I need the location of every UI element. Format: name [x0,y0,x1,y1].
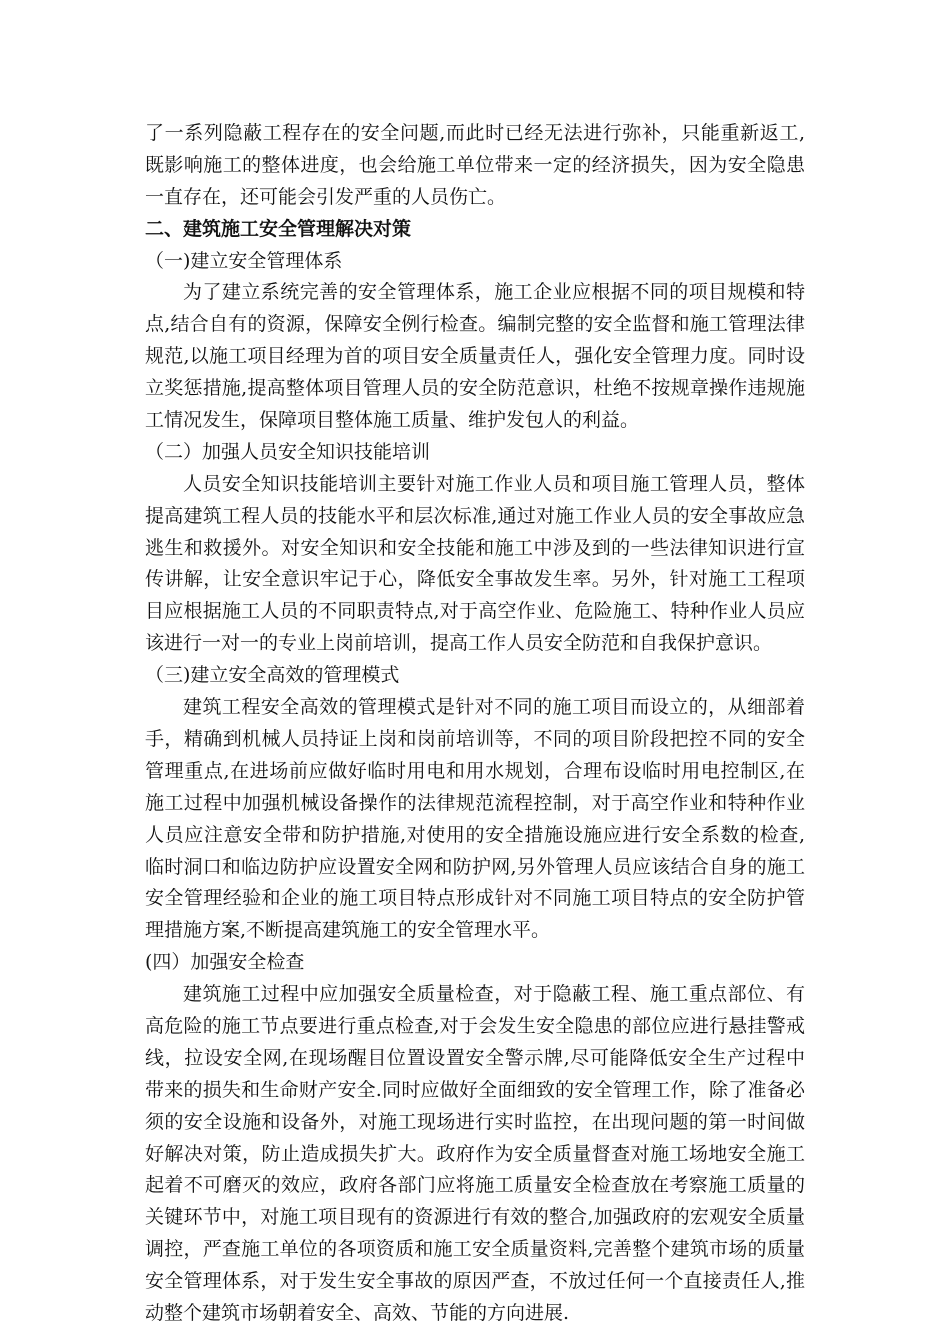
paragraph-line: 安全管理经验和企业的施工项目特点形成针对不同施工项目特点的安全防护管 [145,887,805,909]
paragraph-line: 管理重点,在进场前应做好临时用电和用水规划，合理布设临时用电控制区,在 [145,760,805,782]
paragraph-line: 好解决对策，防止造成损失扩大。政府作为安全质量督查对施工场地安全施工 [145,1143,805,1165]
paragraph-line: 线，拉设安全网,在现场醒目位置设置安全警示牌,尽可能降低安全生产过程中 [145,1047,805,1069]
paragraph-line: 建筑施工过程中应加强安全质量检查，对于隐蔽工程、施工重点部位、有 [183,983,805,1005]
paragraph-line: 关键环节中，对施工项目现有的资源进行有效的整合,加强政府的宏观安全质量 [145,1206,805,1228]
paragraph-line: 提高建筑工程人员的技能水平和层次标准,通过对施工作业人员的安全事故应急 [145,505,805,527]
paragraph-line: 动整个建筑市场朝着安全、高效、节能的方向进展. [145,1302,570,1324]
paragraph-line: 安全管理体系，对于发生安全事故的原因严查，不放过任何一个直接责任人,推 [145,1270,805,1292]
paragraph-line: 施工过程中加强机械设备操作的法律规范流程控制，对于高空作业和特种作业 [145,792,805,814]
paragraph-line: 临时洞口和临边防护应设置安全网和防护网,另外管理人员应该结合自身的施工 [145,856,805,878]
subsection-title: （一)建立安全管理体系 [145,250,343,272]
paragraph-line: 起着不可磨灭的效应，政府各部门应将施工质量安全检查放在考察施工质量的 [145,1174,805,1196]
subsection-title: （三)建立安全高效的管理模式 [145,664,400,686]
paragraph-line: 逃生和救援外。对安全知识和安全技能和施工中涉及到的一些法律知识进行宣 [145,537,805,559]
paragraph-line: 人员应注意安全带和防护措施,对使用的安全措施设施应进行安全系数的检查, [145,824,805,846]
paragraph-line: 人员安全知识技能培训主要针对施工作业人员和项目施工管理人员，整体 [183,473,805,495]
paragraph-line: 须的安全设施和设备外，对施工现场进行实时监控，在出现问题的第一时间做 [145,1111,805,1133]
paragraph-line: 目应根据施工人员的不同职责特点,对于高空作业、危险施工、特种作业人员应 [145,600,805,622]
paragraph-line: 该进行一对一的专业上岗前培训，提高工作人员安全防范和自我保护意识。 [145,632,773,654]
paragraph-line: 传讲解，让安全意识牢记于心，降低安全事故发生率。另外，针对施工工程项 [145,568,805,590]
paragraph-line: 高危险的施工节点要进行重点检查,对于会发生安全隐患的部位应进行悬挂警戒 [145,1015,805,1037]
paragraph-line: 手，精确到机械人员持证上岗和岗前培训等，不同的项目阶段把控不同的安全 [145,728,805,750]
intro-line: 了一系列隐蔽工程存在的安全问题,而此时已经无法进行弥补，只能重新返工, [145,122,805,144]
paragraph-line: 调控，严查施工单位的各项资质和施工安全质量资料,完善整个建筑市场的质量 [145,1238,805,1260]
paragraph-line: 立奖惩措施,提高整体项目管理人员的安全防范意识，杜绝不按规章操作违规施 [145,377,805,399]
intro-line: 既影响施工的整体进度，也会给施工单位带来一定的经济损失，因为安全隐患 [145,154,805,176]
paragraph-line: 工情况发生，保障项目整体施工质量、维护发包人的利益。 [145,409,640,431]
subsection-title: （二）加强人员安全知识技能培训 [145,441,431,463]
paragraph-line: 为了建立系统完善的安全管理体系，施工企业应根据不同的项目规模和特 [183,281,805,303]
paragraph-line: 带来的损失和生命财产安全.同时应做好全面细致的安全管理工作，除了准备必 [145,1079,805,1101]
subsection-title: (四）加强安全检查 [145,951,305,973]
paragraph-line: 建筑工程安全高效的管理模式是针对不同的施工项目而设立的，从细部着 [183,696,805,718]
paragraph-line: 规范,以施工项目经理为首的项目安全质量责任人，强化安全管理力度。同时设 [145,345,805,367]
intro-line: 一直存在，还可能会引发严重的人员伤亡。 [145,186,507,208]
section-heading: 二、建筑施工安全管理解决对策 [145,218,412,240]
paragraph-line: 点,结合自有的资源，保障安全例行检查。编制完整的安全监督和施工管理法律 [145,313,805,335]
paragraph-line: 理措施方案,不断提高建筑施工的安全管理水平。 [145,919,551,941]
